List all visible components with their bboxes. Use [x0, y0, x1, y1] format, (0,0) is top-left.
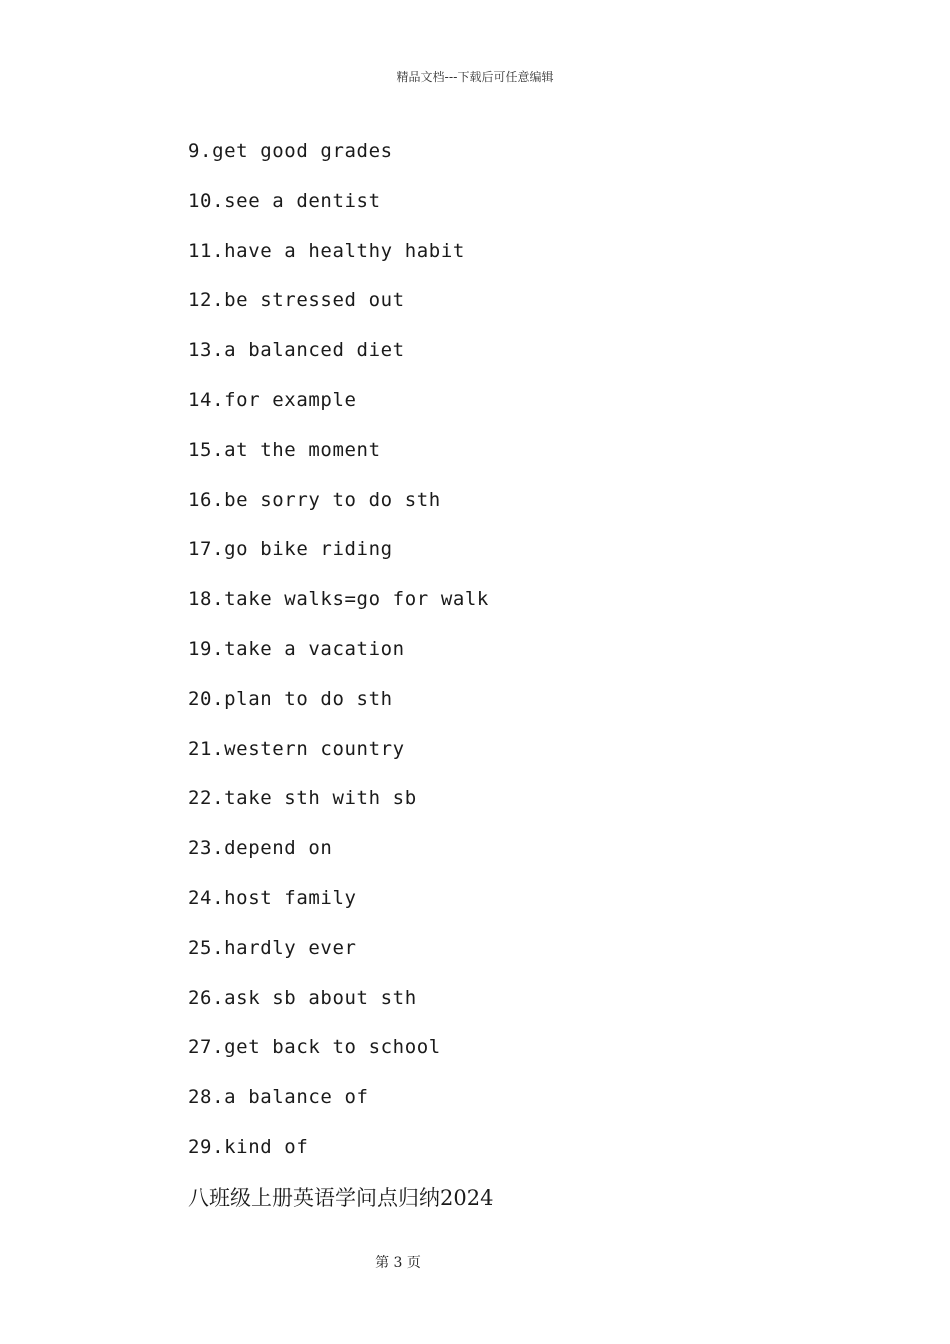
phrase-list	[188, 137, 489, 1183]
list-item: 21.western country	[188, 737, 405, 760]
list-item: 17.go bike riding	[188, 538, 393, 561]
list-item: 11.have a healthy habit	[188, 239, 465, 262]
list-item: 16.be sorry to do sth	[188, 488, 441, 511]
list-item: 24.host family	[188, 886, 357, 909]
page-header: 精品文档---下载后可任意编辑	[396, 70, 554, 84]
list-item: 29.kind of	[188, 1135, 309, 1158]
list-item: 26.ask sb about sth	[188, 986, 417, 1009]
list-item: 20.plan to do sth	[188, 687, 393, 710]
list-item: 22.take sth with sb	[188, 787, 417, 810]
list-item: 9.get good grades	[188, 140, 393, 162]
list-item: 27.get back to school	[188, 1036, 441, 1059]
section-heading: 八班级上册英语学问点归纳2024	[188, 1186, 494, 1210]
page-number: 第 3 页	[375, 1255, 421, 1271]
list-item: 18.take walks=go for walk	[188, 588, 489, 611]
list-item: 10.see a dentist	[188, 189, 381, 212]
list-item: 12.be stressed out	[188, 289, 405, 312]
list-item: 23.depend on	[188, 837, 333, 860]
list-item: 28.a balance of	[188, 1086, 369, 1109]
list-item: 15.at the moment	[188, 438, 381, 461]
list-item: 25.hardly ever	[188, 936, 357, 959]
list-item: 13.a balanced diet	[188, 339, 405, 362]
list-item: 14.for example	[188, 388, 357, 411]
list-item: 19.take a vacation	[188, 637, 405, 660]
